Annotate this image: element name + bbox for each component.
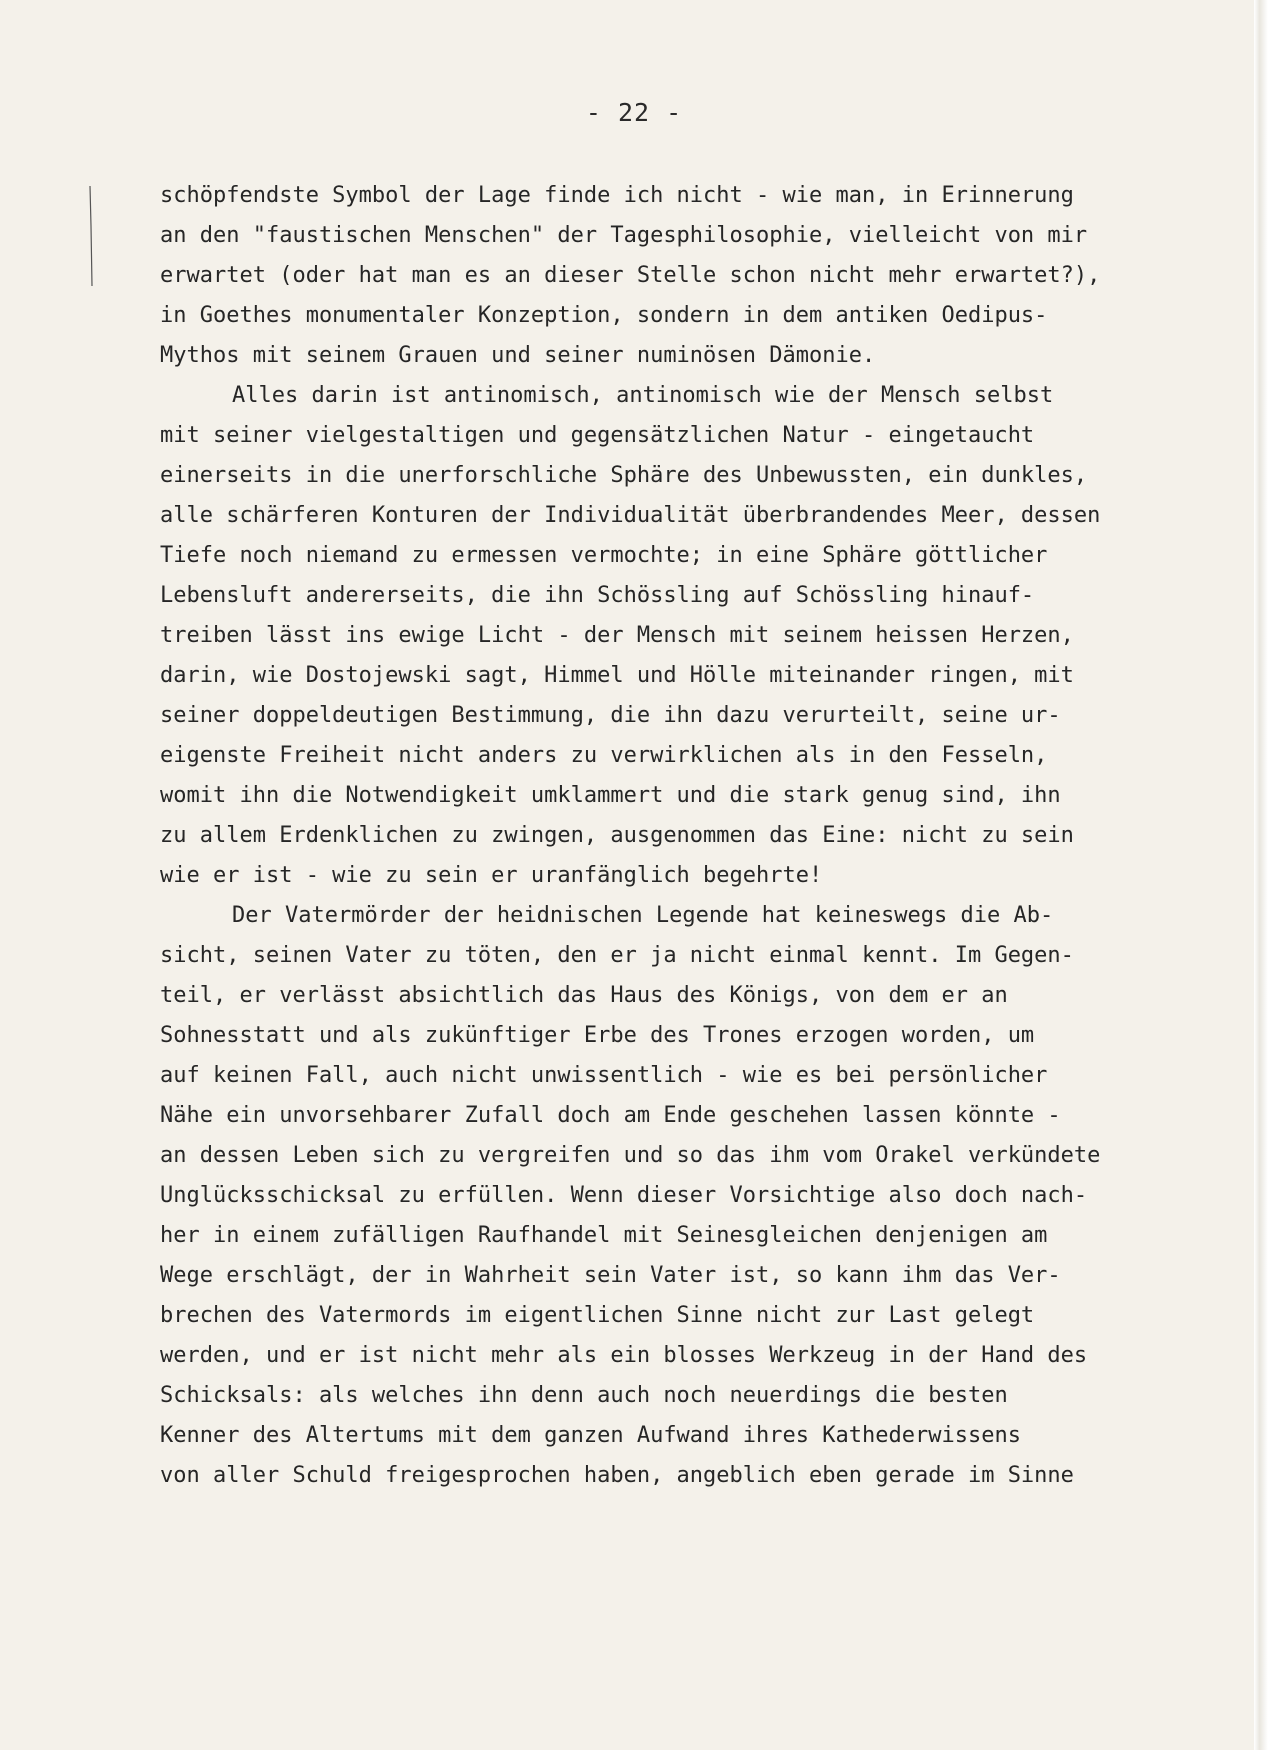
text-line: zu allem Erdenklichen zu zwingen, ausgenommen das Eine: nicht zu sein bbox=[160, 823, 1074, 848]
text-line: in Goethes monumentaler Konzeption, sondern in dem antiken Oedipus- bbox=[160, 303, 1048, 328]
text-line: Kenner des Altertums mit dem ganzen Aufwand ihres Kathederwissens bbox=[160, 1423, 1021, 1448]
text-line: darin, wie Dostojewski sagt, Himmel und Hölle miteinander ringen, mit bbox=[160, 663, 1074, 688]
text-line: wie er ist - wie zu sein er uranfänglich begehrte! bbox=[160, 863, 823, 888]
text-line: seiner doppeldeutigen Bestimmung, die ihn dazu verurteilt, seine ur- bbox=[160, 703, 1061, 728]
page-edge bbox=[1254, 0, 1268, 1750]
text-line: schöpfendste Symbol der Lage finde ich nicht - wie man, in Erinnerung bbox=[160, 183, 1074, 208]
text-line: sicht, seinen Vater zu töten, den er ja nicht einmal kennt. Im Gegen- bbox=[160, 943, 1074, 968]
text-line: von aller Schuld freigesprochen haben, angeblich eben gerade im Sinne bbox=[160, 1463, 1074, 1488]
text-line: Sohnesstatt und als zukünftiger Erbe des Trones erzogen worden, um bbox=[160, 1023, 1035, 1048]
text-line: treiben lässt ins ewige Licht - der Mensch mit seinem heissen Herzen, bbox=[160, 623, 1074, 648]
text-line: an den "faustischen Menschen" der Tagesphilosophie, vielleicht von mir bbox=[160, 223, 1088, 248]
text-line: an dessen Leben sich zu vergreifen und so das ihm vom Orakel verkündete bbox=[160, 1143, 1101, 1168]
text-line: Der Vatermörder der heidnischen Legende hat keineswegs die Ab- bbox=[232, 903, 1054, 928]
text-line: einerseits in die unerforschliche Sphäre des Unbewussten, ein dunkles, bbox=[160, 463, 1088, 488]
page-number: - 22 - bbox=[585, 98, 683, 127]
text-line: mit seiner vielgestaltigen und gegensätzlichen Natur - eingetaucht bbox=[160, 423, 1035, 448]
text-line: Unglücksschicksal zu erfüllen. Wenn dieser Vorsichtige also doch nach- bbox=[160, 1183, 1088, 1208]
margin-pencil-mark bbox=[88, 186, 94, 288]
text-line: Wege erschlägt, der in Wahrheit sein Vater ist, so kann ihm das Ver- bbox=[160, 1263, 1061, 1288]
text-line: erwartet (oder hat man es an dieser Stelle schon nicht mehr erwartet?), bbox=[160, 263, 1101, 288]
text-line: Alles darin ist antinomisch, antinomisch wie der Mensch selbst bbox=[232, 383, 1054, 408]
text-line: teil, er verlässt absichtlich das Haus des Königs, von dem er an bbox=[160, 983, 1008, 1008]
text-line: brechen des Vatermords im eigentlichen Sinne nicht zur Last gelegt bbox=[160, 1303, 1035, 1328]
text-line: womit ihn die Notwendigkeit umklammert und die stark genug sind, ihn bbox=[160, 783, 1061, 808]
body-text bbox=[160, 176, 1250, 1496]
text-line: Schicksals: als welches ihn denn auch noch neuerdings die besten bbox=[160, 1383, 1008, 1408]
text-line: Lebensluft andererseits, die ihn Schössling auf Schössling hinauf- bbox=[160, 583, 1035, 608]
text-line: Nähe ein unvorsehbarer Zufall doch am Ende geschehen lassen könnte - bbox=[160, 1103, 1061, 1128]
text-line: auf keinen Fall, auch nicht unwissentlich - wie es bei persönlicher bbox=[160, 1063, 1048, 1088]
text-line: her in einem zufälligen Raufhandel mit Seinesgleichen denjenigen am bbox=[160, 1223, 1048, 1248]
text-line: alle schärferen Konturen der Individualität überbrandendes Meer, dessen bbox=[160, 503, 1101, 528]
text-line: werden, und er ist nicht mehr als ein blosses Werkzeug in der Hand des bbox=[160, 1343, 1088, 1368]
text-line: eigenste Freiheit nicht anders zu verwirklichen als in den Fesseln, bbox=[160, 743, 1048, 768]
text-line: Mythos mit seinem Grauen und seiner numinösen Dämonie. bbox=[160, 343, 876, 368]
text-line: Tiefe noch niemand zu ermessen vermochte; in eine Sphäre göttlicher bbox=[160, 543, 1048, 568]
